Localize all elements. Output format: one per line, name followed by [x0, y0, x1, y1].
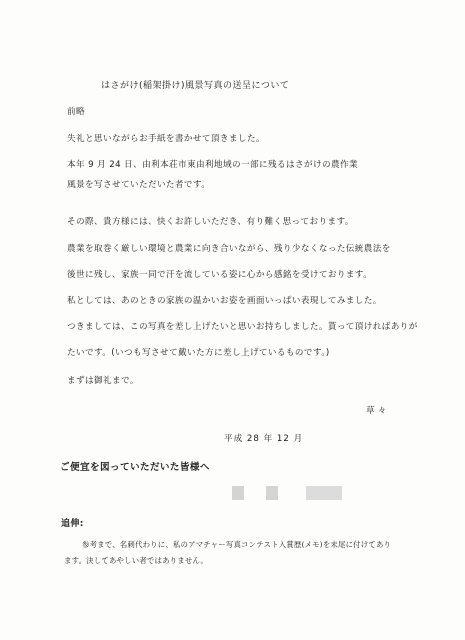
letter-date: 平成 28 年 12 月 [224, 434, 304, 444]
postscript-line-1: 参考まで、名刺代わりに、私のアマチャー写真コンテスト入賞歴(メモ)を末尾に付けてあり [82, 540, 392, 549]
redacted-name-block [266, 486, 278, 500]
salutation: 前略 [67, 107, 85, 117]
redacted-name-block [306, 486, 342, 500]
body-line-6: 後世に残し、家族一同で汗を流している姿に心から感銘を受けております。 [67, 270, 373, 280]
postscript-line-2: ます。決してあやしい者ではありません。 [64, 556, 209, 565]
addressee: ご便宜を図っていただいた皆様へ [60, 462, 210, 473]
body-line-8: つきましては、この写真を差し上げたいと思いお持ちしました。貰って頂ければありが [67, 322, 418, 332]
body-line-10: まずは御礼まで。 [67, 376, 139, 386]
postscript-label: 追伸: [61, 519, 84, 529]
closing-word: 草々 [366, 406, 390, 416]
body-line-1: 失礼と思いながらお手紙を書かせて頂きました。 [67, 134, 265, 144]
body-line-2: 本年 9 月 24 日、由利本荘市東由利地域の一部に残るはさがけの農作業 [67, 160, 358, 170]
letter-title: はさがけ(稲架掛け)風景写真の送呈について [101, 81, 290, 91]
body-line-4: その際、貴方様には、快くお許しいただき、有り難く思っております。 [67, 217, 354, 227]
body-line-5: 農業を取巻く厳しい環境と農業に向き合いながら、残り少なくなった伝統農法を [67, 244, 391, 254]
body-line-9: たいです。(いつも写させて戴いた方に差し上げているものです。) [67, 348, 330, 358]
body-line-3: 風景を写させていただいた者です。 [67, 180, 211, 190]
body-line-7: 私としては、あのときの家族の温かいお姿を画面いっぱい表現してみました。 [67, 296, 382, 306]
redacted-name-block [232, 486, 244, 500]
